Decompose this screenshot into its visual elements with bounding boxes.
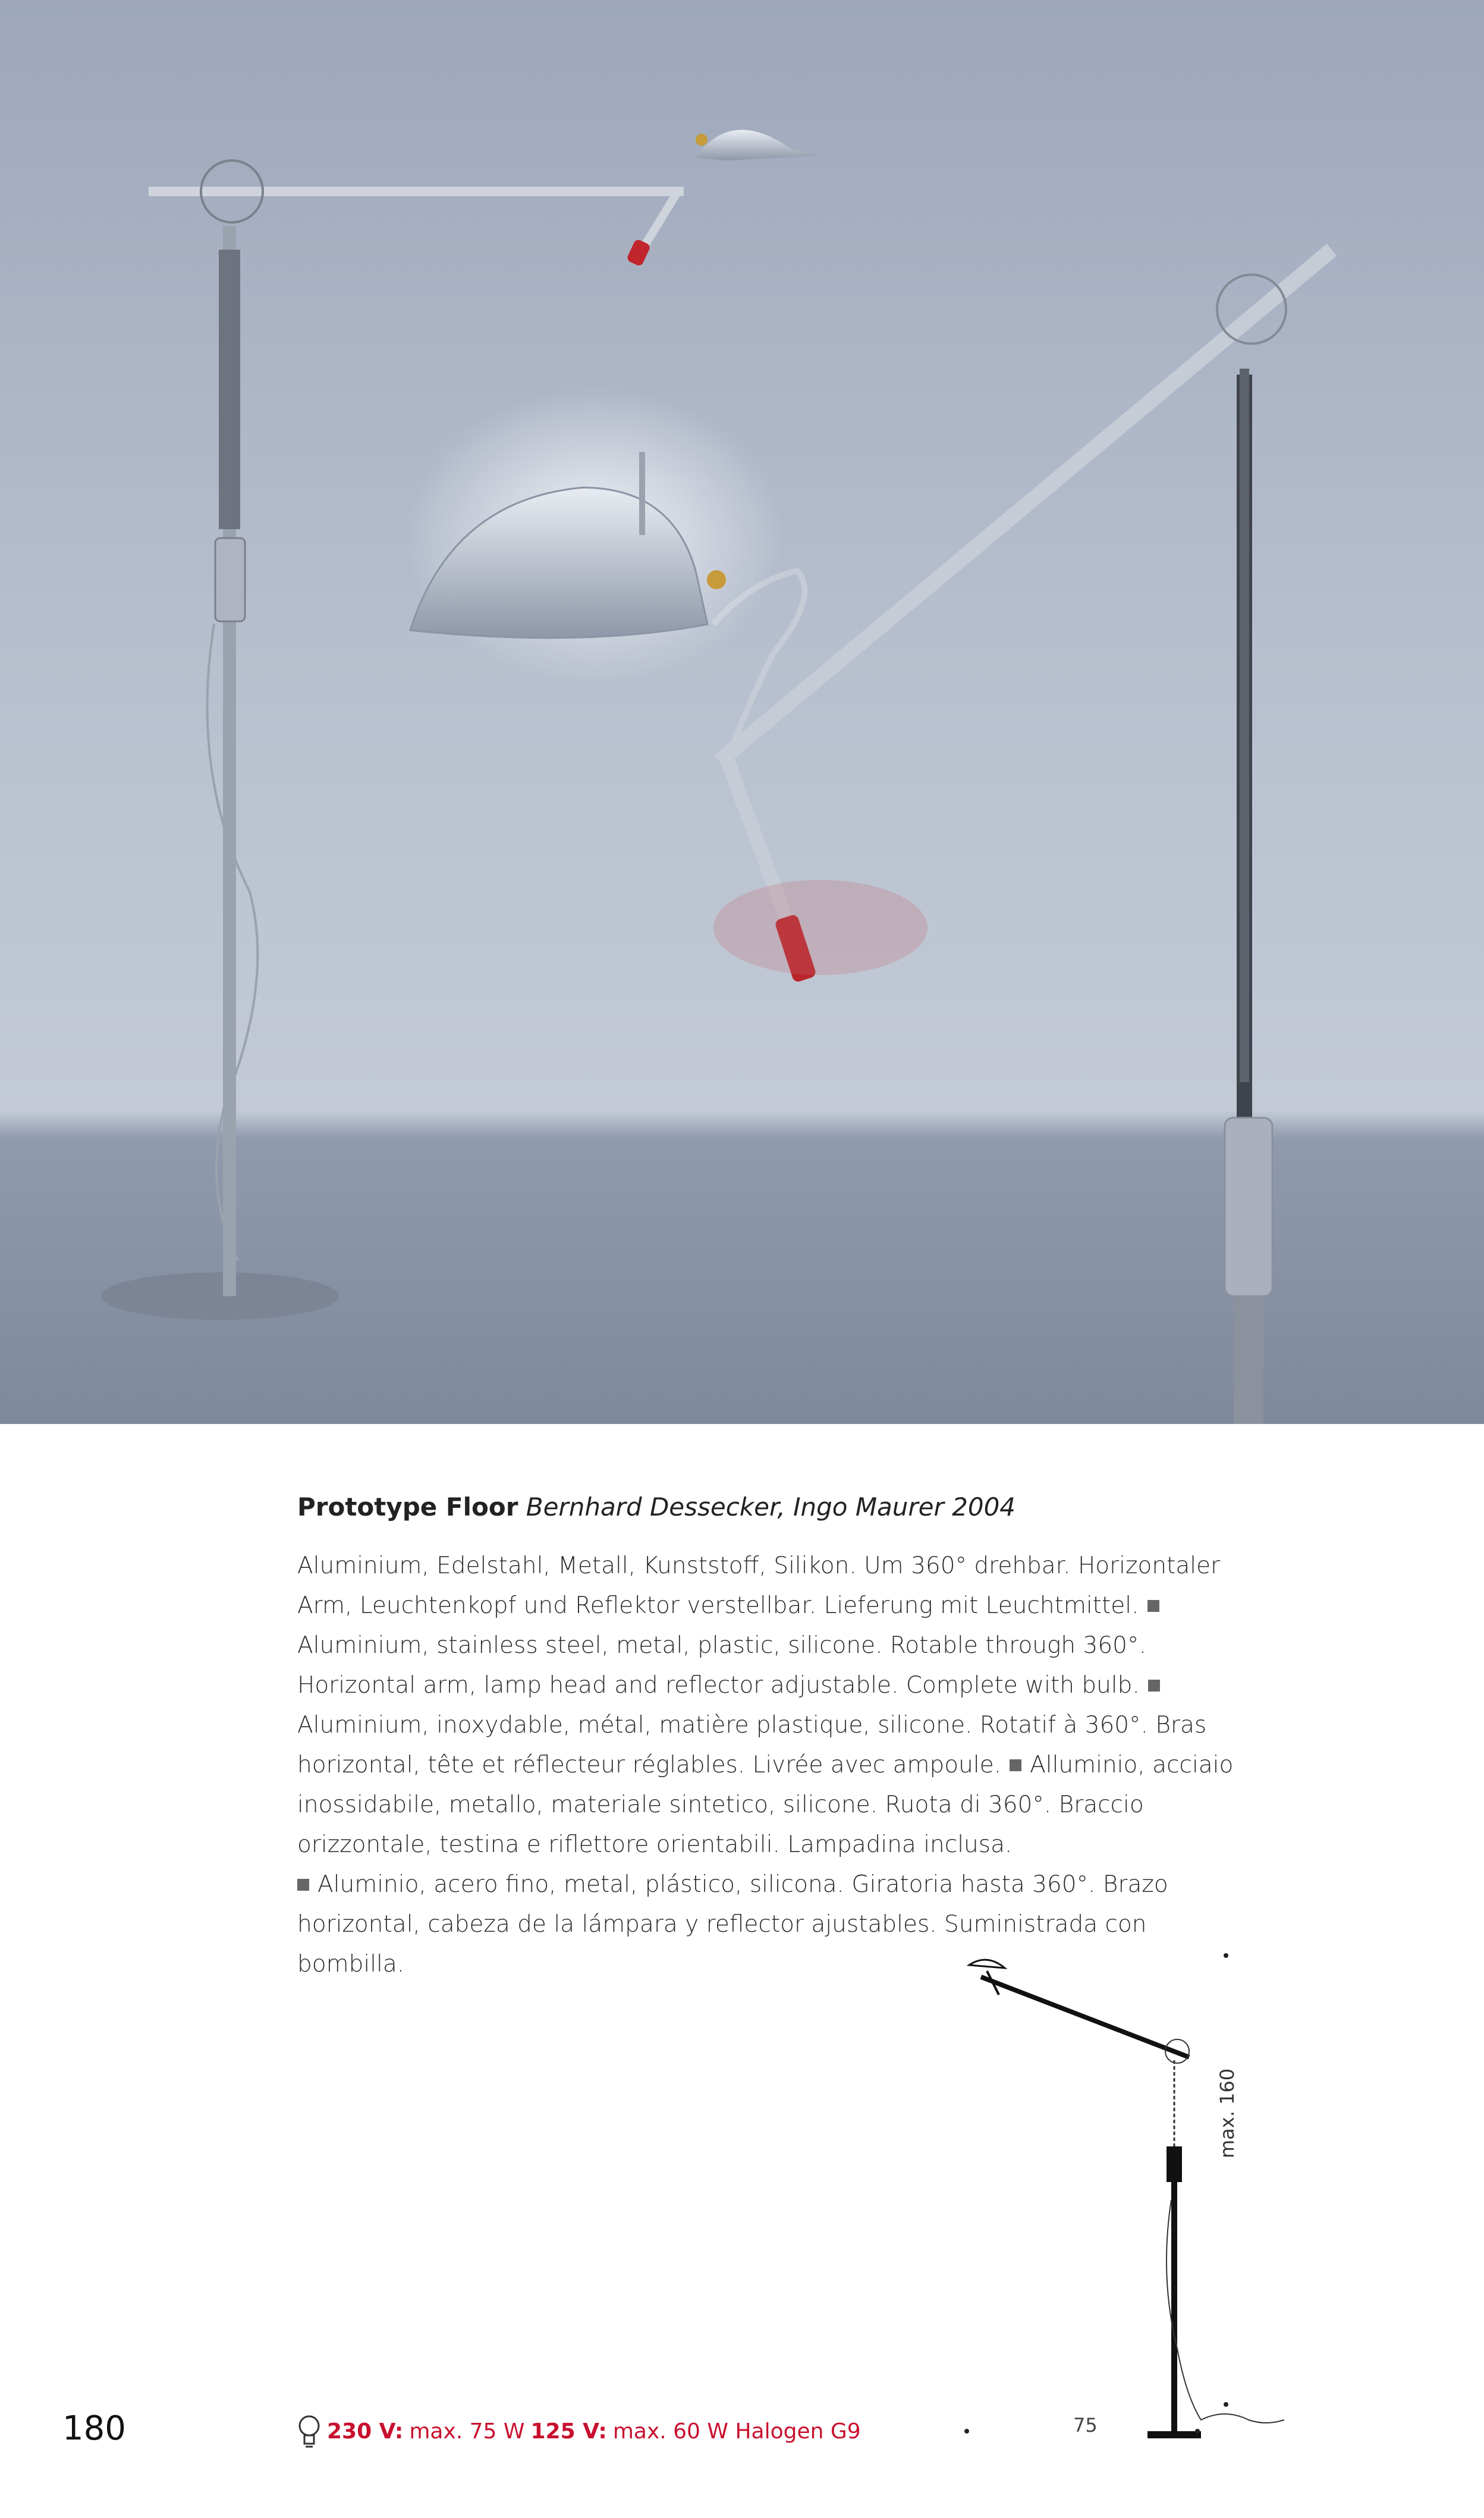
drawing-dot [1224, 1953, 1228, 1958]
technical-drawing [951, 1944, 1308, 2467]
drawing-height-label: max. 160 [1216, 2068, 1238, 2158]
voltage-125-label: 125 V: [530, 2419, 607, 2444]
page-number: 180 [62, 2409, 126, 2448]
description-en: Aluminium, stainless steel, metal, plastic, silicone. Rotable through 360°. Horizontal arm, lamp head and reflector adjustable. Complete with bulb. [297, 1632, 1146, 1699]
separator-square-icon [1148, 1680, 1160, 1692]
bulb-icon [297, 2414, 321, 2450]
product-designers: Bernhard Dessecker, Ingo Maurer 2004 [526, 1492, 1016, 1522]
drawing-dot [964, 2429, 969, 2434]
drawing-dot [1195, 2429, 1200, 2434]
voltage-230-spec: max. 75 W [409, 2419, 525, 2444]
drawing-dot [1224, 2402, 1228, 2407]
drawing-scale-label: 75 [1073, 2414, 1098, 2437]
footer-specs [297, 2414, 861, 2450]
voltage-125-spec: max. 60 W Halogen G9 [612, 2419, 861, 2444]
description-de: Aluminium, Edelstahl, Metall, Kunststoff, Silikon. Um 360° drehbar. Horizontaler Arm, Leuchtenkopf und Reflektor verstellbar. Lieferung mit Leuchtmittel. [297, 1552, 1221, 1619]
description-it: Alluminio, acciaio inossidabile, metallo, materiale sintetico, silicone. Ruota di 360°. Braccio orizzontale, testina e riflettore orientabili. Lampadina inclusa. [297, 1752, 1234, 1858]
separator-square-icon [1147, 1600, 1159, 1612]
separator-square-icon [297, 1879, 309, 1891]
product-description [297, 1546, 1255, 1984]
description-es: Aluminio, acero fino, metal, plástico, silicona. Giratoria hasta 360°. Brazo horizontal, cabeza de la lámpara y reflector ajustables. Suministrada con bombilla. [297, 1871, 1168, 1978]
product-name: Prototype Floor [297, 1492, 518, 1522]
product-title [297, 1489, 1249, 1525]
voltage-230-label: 230 V: [327, 2419, 404, 2444]
separator-square-icon [1010, 1759, 1021, 1771]
description-fr: Aluminium, inoxydable, métal, matière plastique, silicone. Rotatif à 360°. Bras horizontal, tête et réflecteur réglables. Livrée avec ampoule. [297, 1712, 1207, 1778]
